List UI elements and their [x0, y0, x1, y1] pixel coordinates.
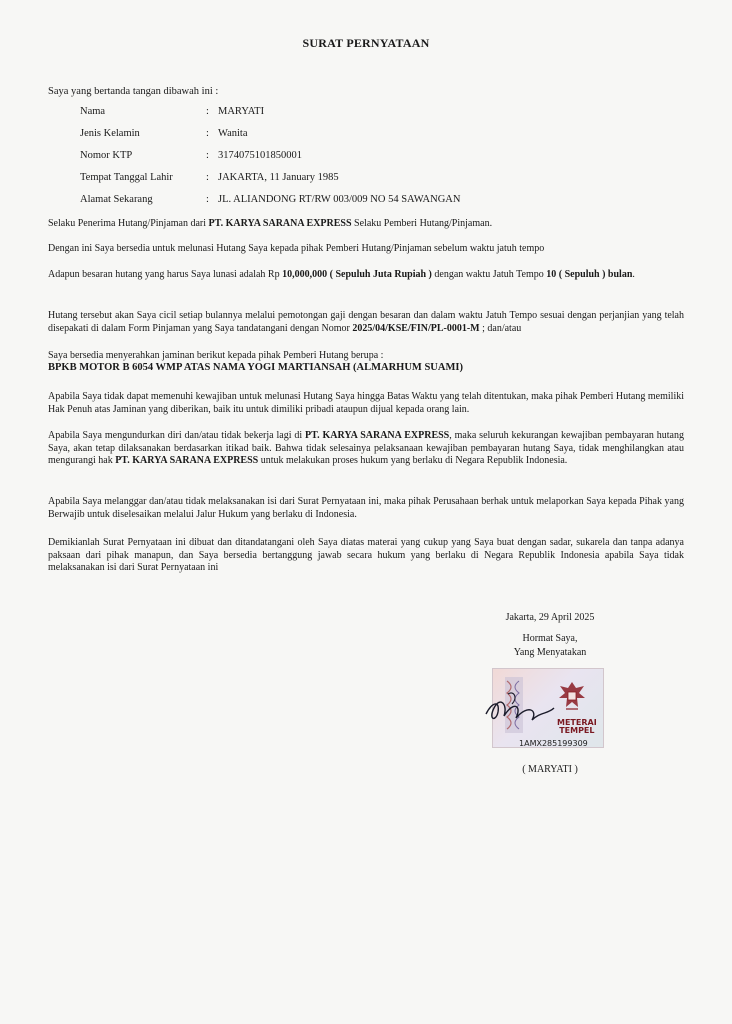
paragraph-default: Apabila Saya tidak dapat memenuhi kewajiban untuk melunasi Hutang Saya hingga Batas Waktu yang telah ditentukan, maka pihak Pemberi Hutang memiliki Hak Penuh atas Jaminan yang diberikan, baik itu untuk dimiliki pribadi ataupun dijual kepada orang lain.	[48, 391, 684, 415]
letter-title: SURAT PERNYATAAN	[302, 36, 430, 50]
field-label: Nama	[80, 106, 106, 117]
field-value: MARYATI	[218, 106, 265, 117]
paragraph-installment: Hutang tersebut akan Saya cicil setiap bulannya melalui pemotongan gaji dengan besaran dan dalam waktu Jatuh Tempo sesuai dengan perjanjian yang telah disepakati di dalam Form Pinjaman yang Saya tandatangani dengan Nomor 2025/04/KSE/FIN/PL-0001-M ; dan/atau	[48, 310, 684, 334]
paragraph-collateral-intro: Saya bersedia menyerahkan jaminan berikut kepada pihak Pemberi Hutang berupa :	[48, 350, 384, 361]
collateral-item: BPKB MOTOR B 6054 WMP ATAS NAMA YOGI MARTIANSAH (ALMARHUM SUAMI)	[48, 362, 463, 373]
field-value: JAKARTA, 11 January 1985	[218, 172, 339, 183]
field-colon: :	[206, 150, 209, 161]
paragraph-violation: Apabila Saya melanggar dan/atau tidak melaksanakan isi dari Surat Pernyataan ini, maka pihak Perusahaan berhak untuk melaporkan Saya kepada Pihak yang Berwajib untuk diselesaikan melalui Jalur Hukum yang berlaku di Indonesia.	[48, 496, 684, 520]
signature-role: Yang Menyatakan	[513, 647, 587, 658]
paragraph-borrower: Selaku Penerima Hutang/Pinjaman dari PT. KARYA SARANA EXPRESS Selaku Pemberi Hutang/Pinjaman.	[48, 218, 493, 229]
stamp-serial: 1AMX285199309	[519, 739, 588, 748]
field-value: Wanita	[218, 128, 248, 139]
signer-name: ( MARYATI )	[522, 764, 578, 775]
field-colon: :	[206, 106, 209, 117]
field-colon: :	[206, 172, 209, 183]
field-label: Tempat Tanggal Lahir	[80, 172, 173, 183]
paragraph-resignation: Apabila Saya mengundurkan diri dan/atau tidak bekerja lagi di PT. KARYA SARANA EXPRESS, maka seluruh kekurangan kewajiban pembayaran hutang Saya, akan tetap dilaksanakan berdasarkan itikad baik. Bahwa tidak selesainya pelaksanaan kewajiban pembayaran hutang Saya, tidak menghilangkan atau mengurangi hak PT. KARYA SARANA EXPRESS untuk melakukan proses hukum yang berlaku di Negara Republik Indonesia.	[48, 430, 684, 466]
signature-stamp-area	[478, 664, 608, 750]
field-colon: :	[206, 194, 209, 205]
field-label: Jenis Kelamin	[80, 128, 140, 139]
field-label: Nomor KTP	[80, 150, 133, 161]
handwritten-signature	[478, 664, 568, 734]
field-label: Alamat Sekarang	[80, 194, 153, 205]
paragraph-commitment: Dengan ini Saya bersedia untuk melunasi Hutang Saya kepada pihak Pemberi Hutang/Pinjaman sebelum waktu jatuh tempo	[48, 243, 545, 254]
stamp-label: METERAI TEMPEL	[557, 718, 597, 735]
signature-place-date: Jakarta, 29 April 2025	[505, 612, 595, 623]
paragraph-closing: Demikianlah Surat Pernyataan ini dibuat dan ditandatangani oleh Saya diatas materai yang cukup yang Saya buat dengan sadar, sukarela dan tanpa adanya paksaan dari pihak manapun, dan Saya bersedia bertanggung jawab secara hukum yang berlaku di Negara Republik Indonesia apabila Saya tidak melaksanakan isi dari Surat Pernyataan ini	[48, 537, 684, 573]
signature-regards: Hormat Saya,	[522, 633, 578, 644]
paragraph-amount: Adapun besaran hutang yang harus Saya lunasi adalah Rp 10,000,000 ( Sepuluh Juta Rupiah ) dengan waktu Jatuh Tempo 10 ( Sepuluh ) bulan.	[48, 269, 635, 280]
intro-line: Saya yang bertanda tangan dibawah ini :	[48, 86, 219, 97]
field-colon: :	[206, 128, 209, 139]
field-value: 3174075101850001	[218, 150, 302, 161]
field-value: JL. ALIANDONG RT/RW 003/009 NO 54 SAWANGAN	[218, 194, 461, 205]
